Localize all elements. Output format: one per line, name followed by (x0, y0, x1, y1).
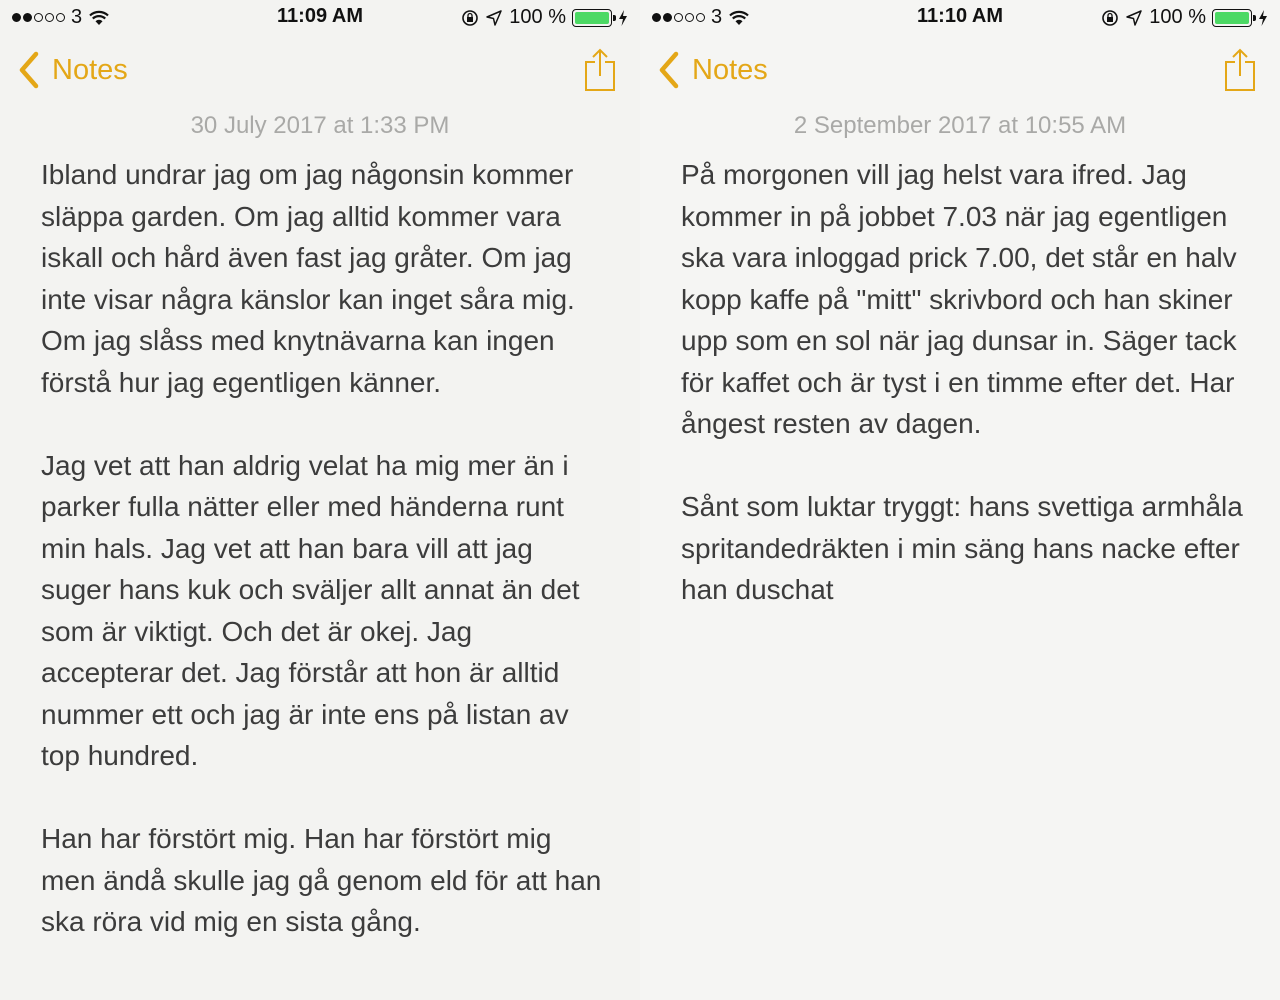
navigation-bar (0, 44, 640, 100)
battery-icon (1212, 9, 1252, 27)
share-icon[interactable] (1224, 48, 1256, 92)
status-bar (0, 0, 640, 36)
battery-percentage: 100 % (1149, 6, 1206, 28)
status-right-group (1101, 6, 1268, 29)
back-to-notes-button[interactable] (656, 50, 768, 90)
note-paragraph: På morgonen vill jag helst vara ifred. Jag kommer in på jobbet 7.03 när jag egentligen ska vara inloggad prick 7.00, det står en halv kopp kaffe på "mitt" skrivbord och han skiner upp som en sol när jag dunsar in. Säger tack för kaffet och är tyst i en timme efter det. Har ångest resten av dagen. (681, 159, 1237, 439)
chevron-left-icon (16, 50, 42, 90)
battery-percentage: 100 % (509, 6, 566, 28)
note-body[interactable] (681, 154, 1250, 652)
battery-icon (572, 9, 612, 27)
note-date: 30 July 2017 at 1:33 PM (190, 112, 450, 139)
note-body[interactable] (41, 154, 610, 984)
charging-bolt-icon (1258, 10, 1268, 26)
share-icon[interactable] (584, 48, 616, 92)
battery-level (575, 12, 609, 24)
screen-right (640, 0, 1280, 1000)
chevron-left-icon (656, 50, 682, 90)
note-paragraph: Jag vet att han aldrig velat ha mig mer än i parker fulla nätter eller med händerna runt min hals. Jag vet att han bara vill att jag suger hans kuk och sväljer allt annat än det som är viktigt. Och det är okej. Jag accepterar det. Jag förstår att hon är alltid nummer ett och jag är inte ens på listan av top hundred. (41, 449, 580, 771)
note-paragraph: Han har förstört mig. Han har förstört mig men ändå skulle jag gå genom eld för att han ska röra vid mig en sista gång. (41, 823, 602, 937)
orientation-lock-icon (1101, 9, 1119, 27)
back-label: Notes (692, 53, 768, 86)
status-right-group (461, 6, 628, 29)
charging-bolt-icon (618, 10, 628, 26)
navigation-bar (640, 44, 1280, 100)
orientation-lock-icon (461, 9, 479, 27)
note-paragraph: Sånt som luktar tryggt: hans svettiga armhåla spritandedräkten i min säng hans nacke efter han duschat (681, 491, 1243, 605)
note-date: 2 September 2017 at 10:55 AM (793, 112, 1127, 139)
status-time: 11:09 AM (277, 5, 363, 27)
status-bar (640, 0, 1280, 36)
status-time: 11:10 AM (917, 5, 1003, 27)
location-icon (485, 9, 503, 27)
location-icon (1125, 9, 1143, 27)
carrier-name: 3 (711, 6, 723, 28)
back-to-notes-button[interactable] (16, 50, 128, 90)
carrier-name: 3 (71, 6, 83, 28)
battery-level (1215, 12, 1249, 24)
note-paragraph: Ibland undrar jag om jag någonsin kommer släppa garden. Om jag alltid kommer vara iskall och hård även fast jag gråter. Om jag inte visar några känslor kan inget såra mig. Om jag slåss med knytnävarna kan ingen förstå hur jag egentligen känner. (41, 159, 575, 398)
back-label: Notes (52, 53, 128, 86)
